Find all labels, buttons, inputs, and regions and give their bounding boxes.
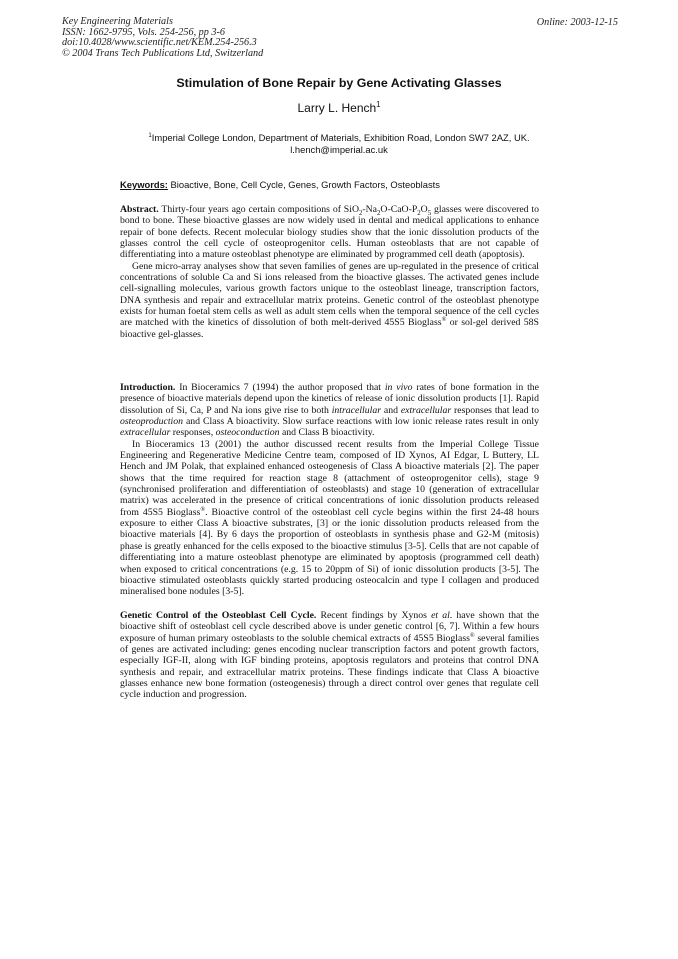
introduction-paragraph-1: [120, 382, 539, 439]
affiliation-text: Imperial College London, Department of Materials, Exhibition Road, London SW7 2AZ, UK.: [151, 132, 530, 143]
section-italic: et al: [431, 610, 450, 621]
intro-italic: osteoproduction: [120, 416, 184, 428]
issn-line: ISSN: 1662-9795, Vols. 254-256, pp 3-6: [62, 26, 225, 38]
section-text: Recent findings by Xynos: [316, 610, 432, 621]
registered-mark: ®: [441, 316, 447, 324]
genetic-control-paragraph: [120, 610, 539, 701]
keywords-line: [120, 179, 440, 190]
author-line: [0, 101, 678, 115]
author-email: l.hench@imperial.ac.uk: [290, 143, 388, 155]
subscript: 5: [427, 209, 432, 217]
intro-text: and: [381, 404, 401, 416]
intro-text: In Bioceramics 7 (1994) the author proposed that: [175, 382, 385, 393]
author-name: Larry L. Hench: [297, 101, 377, 115]
journal-header: [62, 17, 263, 59]
section-text: . have shown that the bioactive shift of osteoblast cell cycle described above is under genetic control [6, 7]. Within a few hours exposure of human primary osteoblasts to the soluble chemical extracts of 45S5 Bioglass: [120, 610, 539, 644]
abstract-text: Thirty-four years ago certain compositions of SiO: [158, 204, 359, 215]
affiliation: [80, 132, 598, 155]
abstract-text: O: [420, 204, 428, 215]
abstract-text: glasses were discovered to bond to bone. These bioactive glasses are now widely used in dental and medical applications to enhance repair of bone defects. Recent molecular biology studies show that the ionic dissolution products of the glasses control the cell cycle of osteoprogenitor cells. Human osteoblasts that are not capable of differentiating into a mature osteoblast phenotype are eliminated by programmed cell death (apoptosis).: [120, 204, 539, 261]
intro-text: . Bioactive control of the osteoblast cell cycle begins within the first 24-48 hours exposure to either Class A bioactive substrates, [3] or the ionic dissolution products released from the bioactive materials [4]. By 6 days the proportion of osteoblasts in synthesis phase and G2-M (mitosis) phase is greatly enhanced for the cells exposed to the bioactive stimulus [3-5]. Cells that are not capable of differentiating into a mature osteoblast phenotype are eliminated by apoptosis (programmed cell death) when exposed to critical concentrations (e.g. 15 to 20ppm of Si) of ionic dissolution products [3-5]. The bioactive stimulated osteoblasts quickly started producing osteocalcin and type I collagen and produced mineralised bone nodules [3-5].: [120, 506, 539, 598]
keywords-text: Bioactive, Bone, Cell Cycle, Genes, Growth Factors, Osteoblasts: [167, 179, 440, 190]
author-sup: 1: [376, 100, 381, 109]
subscript: 2: [377, 209, 381, 217]
intro-text: responses that lead to: [451, 404, 539, 416]
doi-line: doi:10.4028/www.scientific.net/KEM.254-256.3: [62, 37, 257, 49]
intro-text: and Class A bioactivity. Slow surface reactions with low ionic release rates result in only: [183, 416, 539, 428]
intro-text: rates of bone formation in the presence of bioactive materials depend upon the kinetics of release of ionic dissolution products [1]. Rapid dissolution of Si, Ca, P and Na ions give rise to both: [120, 382, 539, 416]
keywords-label: Keywords:: [120, 179, 168, 190]
genetic-control-label: Genetic Control of the Osteoblast Cell Cycle.: [120, 610, 317, 621]
abstract-paragraph-1: [120, 204, 539, 261]
copyright-line: © 2004 Trans Tech Publications Ltd, Switzerland: [62, 47, 264, 59]
subscript: 2: [358, 209, 363, 217]
abstract-paragraph-2: [120, 261, 539, 340]
affiliation-sup: 1: [148, 131, 152, 139]
intro-italic: extracellular: [400, 404, 452, 416]
intro-italic: intracellular: [331, 404, 381, 416]
intro-italic: osteoconduction: [215, 427, 280, 439]
abstract-section: [120, 204, 539, 340]
intro-text: In Bioceramics 13 (2001) the author discussed recent results from the Imperial College Tissue Engineering and Regenerative Medicine Centre team, composed of ID Xynos, AI Edgar, L Buttery, LL Hench and JM Polak, that explained enhanced osteogenesis of Class A bioactive materials [2]. The paper shows that the time required for reaction stage 8 (attachment of osteoprogenitor cells), stage 9 (synchronised proliferation and differentiation of osteoblasts) and stage 10 (generation of extracellular matrix) was accelerated in the presence of critical concentrations of ionic dissolution products released from 45S5 Bioglass: [120, 438, 539, 518]
subscript: 2: [417, 209, 421, 217]
journal-name: Key Engineering Materials: [62, 16, 173, 27]
affiliation-address: [80, 132, 598, 144]
abstract-label: Abstract.: [120, 204, 159, 215]
intro-italic: in vivo: [384, 382, 413, 393]
introduction-paragraph-2: [120, 439, 539, 598]
online-date: Online: 2003-12-15: [536, 17, 618, 28]
abstract-text: -Na: [362, 204, 378, 215]
registered-mark: ®: [469, 631, 475, 639]
section-text: several families of genes are activated including: genes encoding nuclear transcription factors and potent growth factors, especially IGF-II, along with IGF binding proteins, apoptosis regulators and proteins that control DNA synthesis and repair, and extracellular matrix proteins. These findings indicate that Class A bioactive glasses enhance new bone formation (osteogenesis) through a direct control over genes that regulate cell cycle induction and progression.: [120, 632, 539, 701]
introduction-section: [120, 382, 539, 598]
genetic-control-section: [120, 610, 539, 701]
abstract-text: O-CaO-P: [380, 204, 418, 215]
intro-italic: extracellular: [120, 427, 171, 439]
intro-text: and Class B bioactivity.: [279, 427, 375, 439]
introduction-label: Introduction.: [120, 382, 176, 393]
abstract-text: Gene micro-array analyses show that seven families of genes are up-regulated in the presence of critical concentrations of soluble Ca and Si ions released from the bioactive glasses. The activated genes include cell-signalling molecules, various growth factors unique to the osteoblast lineage, transcription factors, DNA synthesis and repair and extracellular matrix proteins. Genetic control of the osteoblast phenotype exists for human foetal stem cells as well as adult stem cells when the temporal sequence of the cell cycles are matched with the kinetics of dissolution of both melt-derived 45S5 Bioglass: [120, 260, 539, 329]
abstract-text: or sol-gel derived 58S bioactive gel-glasses.: [120, 317, 539, 340]
registered-mark: ®: [200, 505, 206, 513]
paper-title: Stimulation of Bone Repair by Gene Activating Glasses: [176, 76, 502, 90]
intro-text: responses,: [170, 427, 216, 439]
